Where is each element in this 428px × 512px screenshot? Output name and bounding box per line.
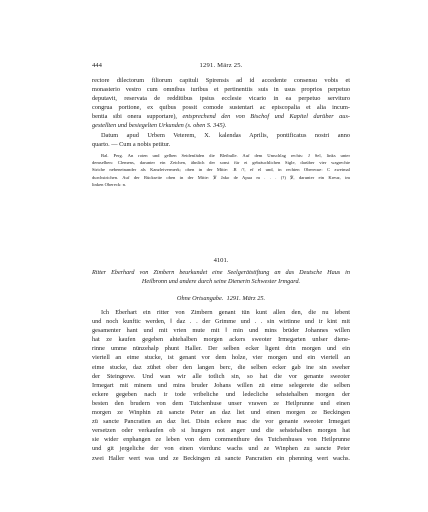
italic-segment: entsprechend den von Bischof und Kapitel darüber aus- [182, 113, 350, 121]
body-line: zü sancte Pancratien an daz liet. Disin eckere mac die vor genante sweoter Irmegart [92, 418, 350, 426]
body-line: hat ze kaufen gegeben ahtehalben morgen ackers sweoter Irmegarten un‖ser diene- [92, 336, 350, 344]
source-label: Ohne Ortsangabe. [176, 295, 224, 302]
text-line: congrua portione, ex quibus possit comode sustentari ac episcopalia et alia incum- [92, 104, 350, 112]
document-number: 4101. [213, 257, 229, 264]
document-summary [92, 268, 350, 286]
document-body [92, 308, 350, 463]
summary-line: Heilbronn und andere durch seine Dienerin Schwester Irmgard. [141, 278, 301, 285]
body-line: versetzen oder verkaufen ob si hungers not angeт und die sehstehalben morgen hat [92, 427, 350, 435]
text-line: rectore dilectorum filiorum capituli Spirensis ad id accedente consensu vobis et [92, 77, 350, 84]
preceding-document-text [92, 76, 350, 149]
archival-note [92, 152, 350, 188]
text-line: Datum apud Urbem Veterem, X. kalendas Aprilis, pontificatus nostri anno [101, 131, 350, 139]
body-line: rinne umme nünzehalp phunt Haller. Der selben ecker ligent drin morgen und ein [92, 345, 350, 353]
page-number: 444 [92, 62, 102, 69]
note-line: Striche nebeneinander als Kanzleivermerk; oben in der Mitte: .R /?, ef el und, in rechten Oberecке: C zweimal [92, 167, 350, 173]
text-line: gestellten und besiegelten Urkunden (s. oben S. 345). [92, 122, 227, 130]
text-line: monasterio vestro cum omnibus iuribus et pertinentiis suis in usus proprios perpetuo [92, 86, 350, 94]
note-line: linken Obereck: n. [92, 181, 127, 187]
body-line: zwei Haller wert was und ze Beckingen zü sancte Pancratien ein phenning wert wachs. [92, 454, 350, 462]
source-date: 1291. März 25. [226, 295, 266, 302]
text-line [92, 112, 350, 121]
body-line: der Steingreve. Und wan wir alle totlich sin, so hat die vor genante sweoter [92, 372, 350, 380]
text-line: deputavit, reservata de redditibus ipsius ecclesie vicario in ea perpetuo serviturо [92, 95, 350, 103]
text-segment: bentia sibi onera supportare), [92, 113, 183, 121]
body-line: und noch kunftic werden, ‖ daz . . der Grimme und . . sin wirtinne und ir kint mit [92, 318, 350, 326]
body-line: sie wider enphangen ze leben von dem commenthure des Tutchenhuses von Heilprunne [92, 436, 350, 444]
body-line: Irmegart mit minem und mins bruder Johans willen zü eime selegerete die selben [92, 381, 350, 389]
body-line: eime stucke, daz zühet ober den langen berc, die selben ecker gab ine sin sweher [92, 363, 350, 371]
source-line [92, 294, 350, 303]
note-line: Bal. Perg. An roten und gelben Seidenfäden die Bleibulle. Auf dem Umschlag rechts: J Sel, links unter [101, 153, 350, 158]
body-line: viertell an eime stucke, ist genant vor dem holze, vier morgen und ein viertell an [92, 354, 350, 362]
body-line: Ich Eberhart ein ritter von Zimbern genant tün kunt allen den, die nu lebent [101, 309, 350, 316]
note-line: durchstrichen. Auf der Rückseite oben in der Mitte: ℣ Jako de Apua m . . . (?) ℣, darunter ein Kreuz, im [92, 174, 350, 180]
body-line: morgen ze Winphin zü sancte Peter an daz liet und einen morgen ze Beckingen [92, 409, 350, 417]
body-line: eckere gegeben nach ir tode vribeliche und ledecliche sehstehalben morgen der [92, 390, 350, 398]
summary-line: Ritter Eberhard von Zimbern beurkundet eine Seelgerätstiftung an das Deutsche Haus in [92, 269, 350, 276]
header-date: 1291. März 25. [199, 62, 243, 69]
body-line: gesamenter hant und mit vrien mute mit ‖ min und mins brüder Johannes willen [92, 327, 350, 335]
note-line: demselben: Clemens, darunter ein Zeichen, ähnlich der sonst für ei gebräuchlichen Sigle, darüber vier wagrechte [92, 160, 350, 166]
body-line: und git jergeliche der von einen vierdunc wachs und ze Winphen zu sancte Peter [92, 445, 350, 453]
body-line: besten den brudern von dem Tutchenhuse unser vrawen ze Heilprunne und einen [92, 399, 350, 407]
text-line: quarto. — Cum a nobis petitur. [92, 140, 171, 148]
running-header [92, 62, 350, 72]
